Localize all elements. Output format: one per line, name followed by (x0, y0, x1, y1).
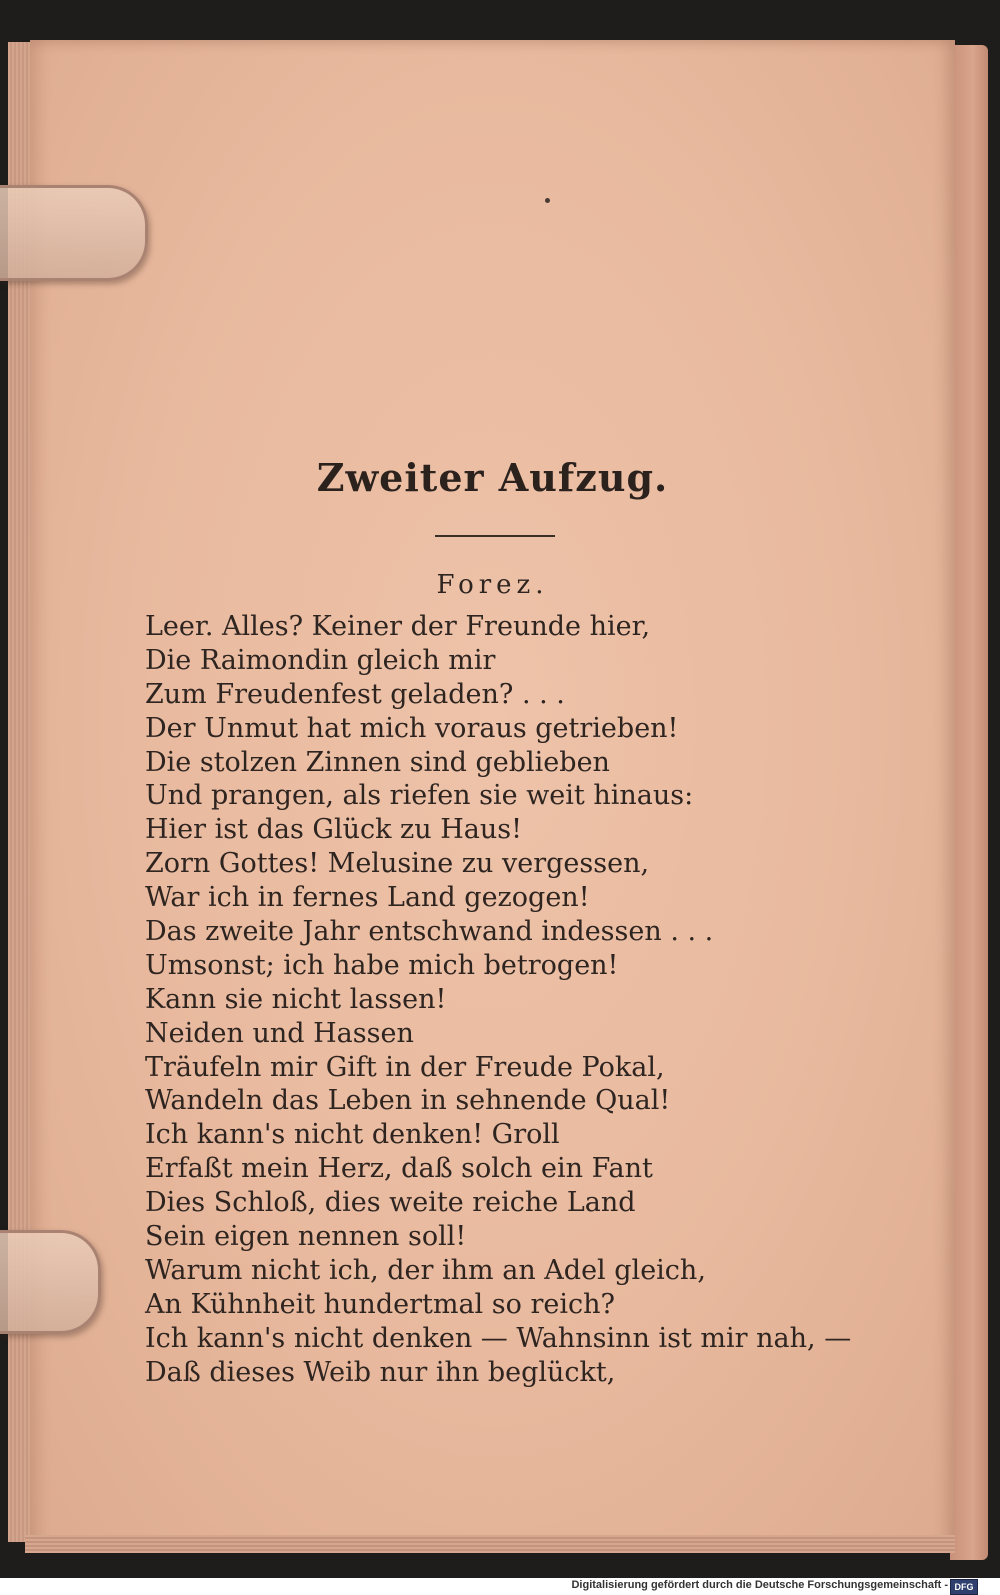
verse-line: Wandeln das Leben in sehnende Qual! (145, 1085, 671, 1117)
dfg-logo: DFG (950, 1579, 978, 1595)
verse-line: Und prangen, als riefen sie weit hinaus: (145, 780, 694, 812)
verse-line: Sein eigen nennen soll! (145, 1221, 467, 1253)
verse-block (145, 610, 905, 1389)
title-rule (435, 535, 555, 537)
verse-line: War ich in fernes Land gezogen! (145, 882, 590, 914)
ink-speck (545, 198, 550, 203)
act-title: Zweiter Aufzug. (316, 455, 669, 500)
bottom-page-edges (25, 1535, 955, 1553)
verse-line: Träufeln mir Gift in der Freude Pokal, (145, 1051, 665, 1083)
verse-line: Ich kann's nicht denken — Wahnsinn ist mir nah, — (145, 1322, 852, 1354)
verse-line: Kann sie nicht lassen! (145, 983, 447, 1015)
verse-line: Neiden und Hassen (145, 1017, 414, 1049)
facing-page-edge (950, 45, 988, 1560)
verse-line: Hier ist das Glück zu Haus! (145, 814, 522, 846)
verse-line: Das zweite Jahr entschwand indessen . . . (145, 916, 714, 948)
funding-notice: Digitalisierung gefördert durch die Deutsche Forschungsgemeinschaft - (571, 1579, 948, 1591)
verse-line: Der Unmut hat mich voraus getrieben! (145, 712, 679, 744)
verse-line: Zorn Gottes! Melusine zu vergessen, (145, 848, 650, 880)
page-clip-top (0, 185, 148, 281)
verse-line: Umsonst; ich habe mich betrogen! (145, 949, 619, 981)
verse-line: Erfaßt mein Herz, daß solch ein Fant (145, 1153, 653, 1185)
verse-line: Die Raimondin gleich mir (145, 644, 496, 676)
verse-line: Zum Freudenfest geladen? . . . (145, 678, 565, 710)
verse-line: Daß dieses Weib nur ihn beglückt, (145, 1356, 616, 1388)
speaker-name: Forez. (436, 570, 549, 600)
verse-line: Leer. Alles? Keiner der Freunde hier, (145, 611, 651, 642)
verse-line: Dies Schloß, dies weite reiche Land (145, 1187, 636, 1219)
verse-line: Ich kann's nicht denken! Groll (145, 1119, 560, 1151)
page-clip-bottom (0, 1230, 101, 1334)
verse-line: Warum nicht ich, der ihm an Adel gleich, (145, 1254, 706, 1286)
verse-line: An Kühnheit hundertmal so reich? (145, 1288, 615, 1320)
verse-line: Die stolzen Zinnen sind geblieben (145, 746, 610, 778)
